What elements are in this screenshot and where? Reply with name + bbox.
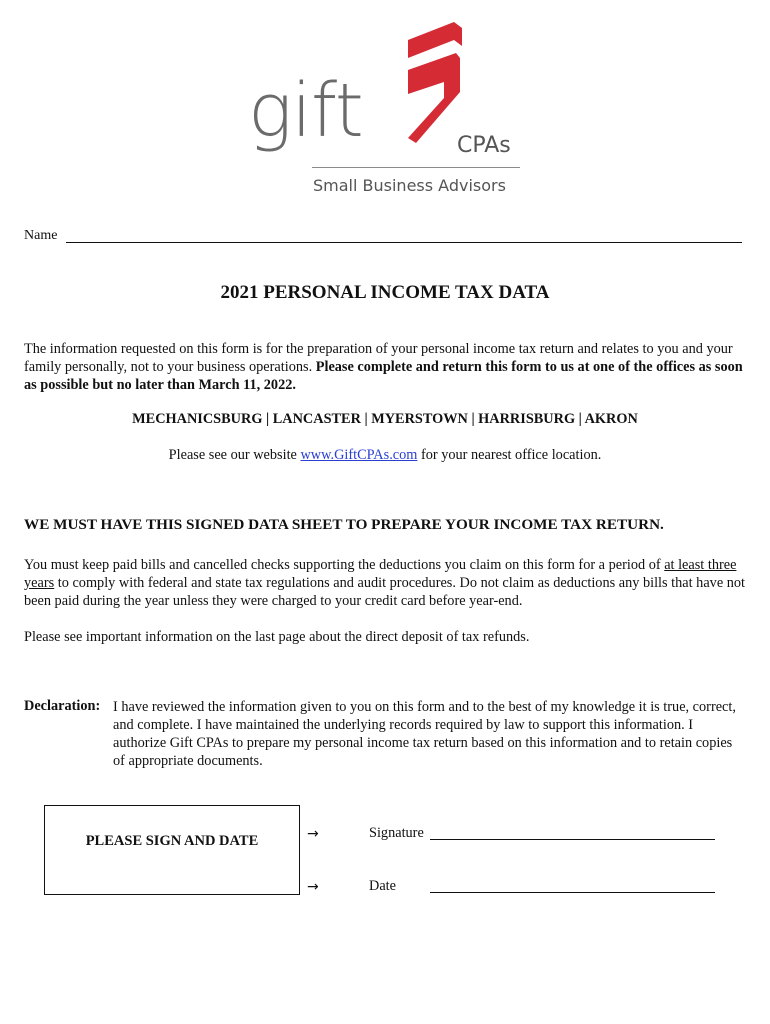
website-line — [0, 447, 770, 464]
website-after: for your nearest office location. — [420, 447, 602, 463]
logo-house-mark — [408, 53, 460, 143]
records-period: at least three years — [24, 557, 737, 591]
signature-label: Signature — [369, 825, 424, 841]
date-line[interactable] — [430, 892, 715, 893]
records-text-before: You must keep paid bills and cancelled checks supporting the deductions you claim on this form for a period of — [24, 557, 661, 573]
declaration-label: Declaration: — [24, 698, 101, 714]
website-before: Please see our website — [168, 447, 297, 463]
sign-box-label: PLEASE SIGN AND DATE — [85, 833, 259, 849]
signature-line[interactable] — [430, 839, 715, 840]
page-title: 2021 PERSONAL INCOME TAX DATA — [220, 282, 550, 303]
sign-box — [44, 805, 300, 895]
signed-sheet-heading: WE MUST HAVE THIS SIGNED DATA SHEET TO PREPARE YOUR INCOME TAX RETURN. — [24, 516, 664, 533]
intro-paragraph — [24, 340, 746, 394]
records-paragraph — [24, 556, 746, 610]
office-locations: MECHANICSBURG | LANCASTER | MYERSTOWN | HARRISBURG | AKRON — [132, 411, 638, 427]
logo-divider — [312, 167, 520, 168]
intro-text: The information requested on this form is for the preparation of your personal income tax return and relates to you and your family personally, not to your business operations. — [24, 341, 733, 375]
name-field-line[interactable] — [66, 242, 742, 243]
intro-deadline: Please complete and return this form to us at one of the offices as soon as possible but no later than March 11, 2022. — [24, 359, 743, 393]
website-link[interactable]: www.GiftCPAs.com — [300, 447, 418, 463]
declaration-text: I have reviewed the information given to you on this form and to the best of my knowledge it is true, correct, and complete. I have maintained the underlying records required by law to support this information. I authorize Gift CPAs to prepare my personal income tax return based on this information and to retain copies of appropriate documents. — [113, 699, 736, 769]
direct-deposit-note: Please see important information on the last page about the direct deposit of tax refunds. — [24, 629, 530, 645]
date-label: Date — [369, 878, 396, 894]
records-text-after: to comply with federal and state tax regulations and audit procedures. Do not claim as deductions any bills that have not been paid during the year unless they were charged to your credit card before year-end. — [24, 575, 746, 609]
logo-roof-mark — [408, 22, 462, 58]
logo-tagline: Small Business Advisors — [313, 176, 506, 195]
logo-wordmark: gift — [248, 68, 363, 154]
date-arrow-icon: → — [307, 879, 319, 895]
logo-cpas-text: CPAs — [457, 133, 511, 158]
name-label: Name — [24, 228, 58, 243]
signature-arrow-icon: → — [307, 826, 319, 842]
